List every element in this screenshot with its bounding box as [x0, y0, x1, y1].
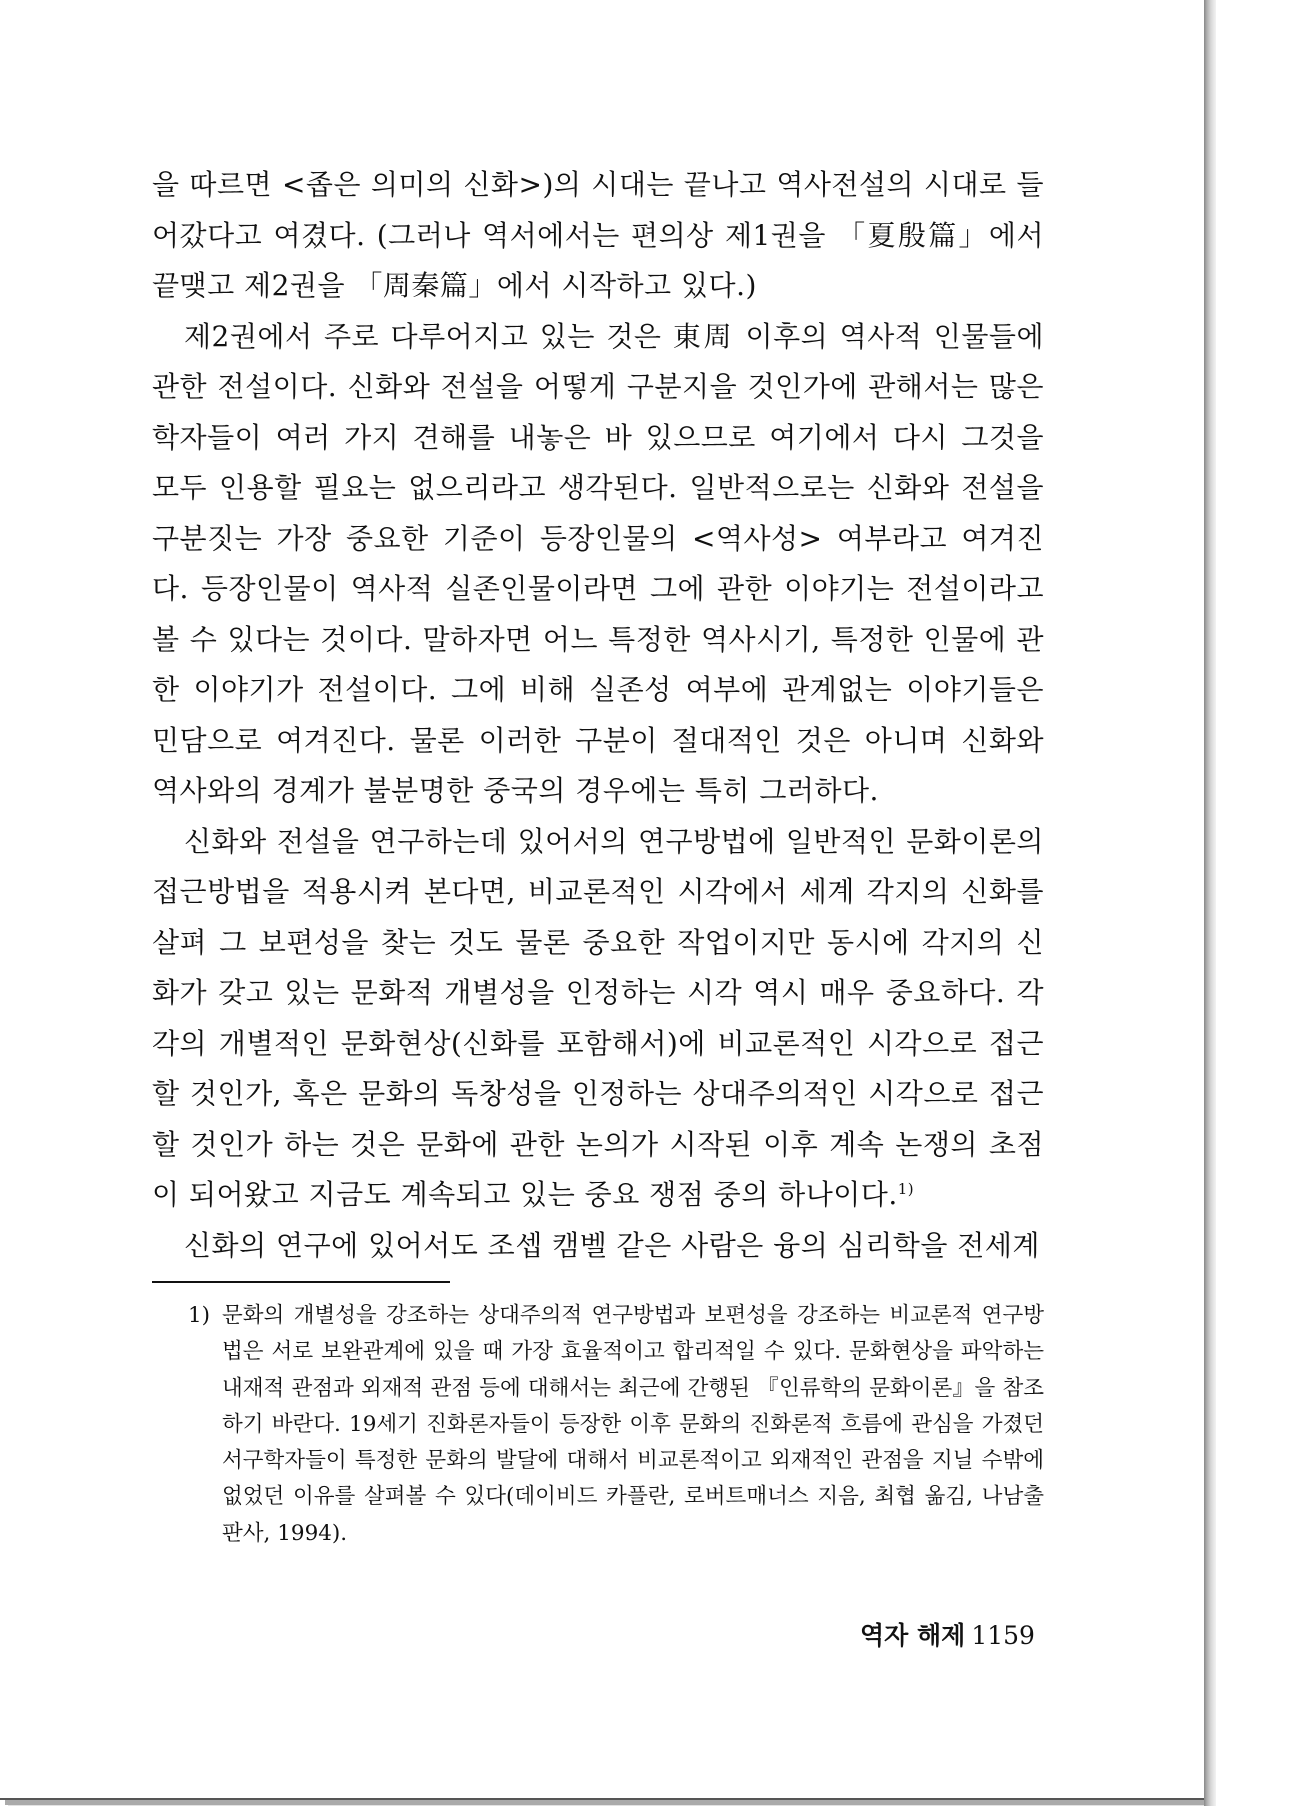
paragraph-3 — [152, 817, 1044, 1221]
section-label: 역자 해제 — [860, 1621, 966, 1650]
body-text — [152, 160, 1044, 1271]
footnote-text: 문화의 개별성을 강조하는 상대주의적 연구방법과 보편성을 강조하는 비교론적 연구방법은 서로 보완관계에 있을 때 가장 효율적이고 합리적일 수 있다. 문화현상을 파악하는 내재적 관점과 외재적 관점 등에 대해서는 최근에 간행된 『인류학의 문화이론』을 참조하기 바란다. 19세기 진화론자들이 등장한 이후 문화의 진화론적 흐름에 관심을 가졌던 서구학자들이 특정한 문화의 발달에 대해서 비교론적이고 외재적인 관점을 지닐 수밖에 없었던 이유를 살펴볼 수 있다(데이비드 카플란, 로버트매너스 지음, 최협 옮김, 나남출판사, 1994). — [222, 1303, 1044, 1546]
footnote-separator — [152, 1281, 450, 1283]
footnote-number: 1) — [188, 1303, 211, 1328]
page-edge-shadow — [1204, 0, 1216, 1806]
footnote-1 — [188, 1298, 1044, 1552]
footnotes — [188, 1298, 1044, 1552]
paragraph-2: 제2권에서 주로 다루어지고 있는 것은 東周 이후의 역사적 인물들에 관한 전설이다. 신화와 전설을 어떻게 구분지을 것인가에 관해서는 많은 학자들이 여러 가지 견해를 내놓은 바 있으므로 여기에서 다시 그것을 모두 인용할 필요는 없으리라고 생각된다. 일반적으로는 신화와 전설을 구분짓는 가장 중요한 기준이 등장인물의 <역사성> 여부라고 여겨진다. 등장인물이 역사적 실존인물이라면 그에 관한 이야기는 전설이라고 볼 수 있다는 것이다. 말하자면 어느 특정한 역사시기, 특정한 인물에 관한 이야기가 전설이다. 그에 비해 실존성 여부에 관계없는 이야기들은 민담으로 여겨진다. 물론 이러한 구분이 절대적인 것은 아니며 신화와 역사와의 경계가 불분명한 중국의 경우에는 특히 그러하다. — [152, 319, 1044, 807]
running-footer — [860, 1616, 1035, 1652]
footnote-reference[interactable]: 1) — [897, 1180, 915, 1198]
page-number: 1159 — [971, 1621, 1035, 1650]
paragraph-4: 신화의 연구에 있어서도 조셉 캠벨 같은 사람은 융의 심리학을 전세계 — [184, 1228, 1040, 1262]
paragraph-1: 을 따르면 <좁은 의미의 신화>)의 시대는 끝나고 역사전설의 시대로 들어갔다고 여겼다. (그러나 역서에서는 편의상 제1권을 「夏殷篇」에서 끝맺고 제2권을 「周秦篇」에서 시작하고 있다.) — [152, 168, 1044, 302]
paragraph-3-text: 신화와 전설을 연구하는데 있어서의 연구방법에 일반적인 문화이론의 접근방법을 적용시켜 본다면, 비교론적인 시각에서 세계 각지의 신화를 살펴 그 보편성을 찾는 것도 물론 중요한 작업이지만 동시에 각지의 신화가 갖고 있는 문화적 개별성을 인정하는 시각 역시 매우 중요하다. 각각의 개별적인 문화현상(신화를 포함해서)에 비교론적인 시각으로 접근할 것인가, 혹은 문화의 독창성을 인정하는 상대주의적인 시각으로 접근할 것인가 하는 것은 문화에 관한 논의가 시작된 이후 계속 논쟁의 초점이 되어왔고 지금도 계속되고 있는 중요 쟁점 중의 하나이다. — [152, 824, 1044, 1211]
